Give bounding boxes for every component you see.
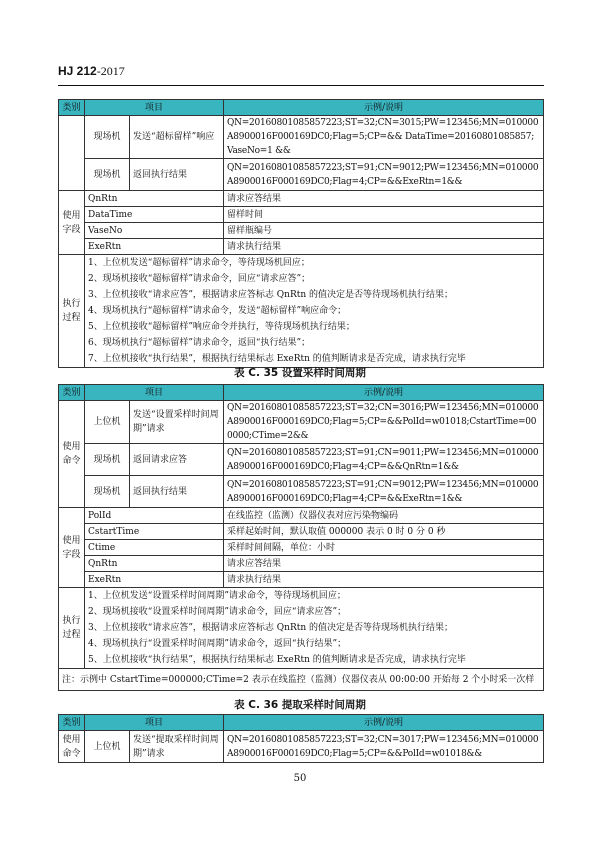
field-desc: 请求执行结果 bbox=[224, 572, 544, 588]
col-header-example: 示例/说明 bbox=[224, 715, 544, 731]
col-header-item: 项目 bbox=[85, 100, 224, 116]
field-desc: 在线监控（监测）仪器仪表对应污染物编码 bbox=[224, 508, 544, 524]
standard-code: HJ 212 bbox=[58, 64, 97, 78]
field-desc: 采样时间间隔，单位：小时 bbox=[224, 540, 544, 556]
sample-cell: QN=20160801085857223;ST=91;CN=9012;PW=123456;MN=010000A8900016F000169DC0;Flag=4;CP=&&ExeRtn=1&& bbox=[224, 476, 544, 508]
table-row bbox=[59, 476, 544, 508]
table-row bbox=[59, 524, 544, 540]
category-cell: 使用字段 bbox=[59, 508, 85, 588]
category-cell: 使用字段 bbox=[59, 191, 85, 255]
category-cell bbox=[59, 116, 85, 191]
col-header-item: 项目 bbox=[85, 715, 224, 731]
step-text: 7、上位机接收“执行结果”，根据执行结果标志 ExeRtn 的值判断请求是否完成，请求执行完毕 bbox=[88, 354, 466, 364]
step-text: 5、上位机接收“执行结果”，根据执行结果标志 ExeRtn 的值判断请求是否完成，请求执行完毕 bbox=[88, 655, 466, 665]
field-name: CstartTime bbox=[85, 524, 224, 540]
field-desc: 采样起始时间，默认取值 000000 表示 0 时 0 分 0 秒 bbox=[224, 524, 544, 540]
table-row bbox=[59, 159, 544, 191]
field-name: QnRtn bbox=[85, 191, 224, 207]
table-row bbox=[59, 444, 544, 476]
sample-cell: QN=20160801085857223;ST=32;CN=3016;PW=123456;MN=010000A8900016F000169DC0;Flag=5;CP=&&PolId=w01018;CstartTime=000000;CTime=2&& bbox=[224, 401, 544, 444]
step-text: 4、现场机执行“超标留样”请求命令，发送“超标留样”响应命令； bbox=[88, 306, 347, 316]
category-cell: 使用命令 bbox=[59, 731, 85, 763]
device-cell: 现场机 bbox=[85, 444, 130, 476]
field-desc: 请求执行结果 bbox=[224, 239, 544, 255]
table-row bbox=[59, 223, 544, 239]
action-cell: 返回执行结果 bbox=[130, 476, 224, 508]
sample-cell: QN=20160801085857223;ST=91;CN=9012;PW=123456;MN=010000A8900016F000169DC0;Flag=4;CP=&&ExeRtn=1&& bbox=[224, 159, 544, 191]
table-row bbox=[59, 239, 544, 255]
field-desc: 留样时间 bbox=[224, 207, 544, 223]
field-name: Ctime bbox=[85, 540, 224, 556]
field-desc: 请求应答结果 bbox=[224, 191, 544, 207]
standard-year: -2017 bbox=[96, 64, 125, 78]
step-text: 2、现场机接收“超标留样”请求命令，回应“请求应答”； bbox=[88, 274, 311, 284]
header-rule bbox=[58, 85, 544, 86]
table-c35 bbox=[58, 384, 544, 691]
field-desc: 请求应答结果 bbox=[224, 556, 544, 572]
table-row bbox=[59, 572, 544, 588]
table-row bbox=[59, 191, 544, 207]
action-cell: 发送“提取采样时间周期”请求 bbox=[130, 731, 224, 763]
field-name: ExeRtn bbox=[85, 572, 224, 588]
table-row bbox=[59, 508, 544, 524]
action-cell: 返回请求应答 bbox=[130, 444, 224, 476]
table-row bbox=[59, 207, 544, 223]
action-cell: 发送“设置采样时间周期”请求 bbox=[130, 401, 224, 444]
device-cell: 现场机 bbox=[85, 116, 130, 159]
field-name: PolId bbox=[85, 508, 224, 524]
step-text: 6、现场机执行“超标留样”请求命令，返回“执行结果”； bbox=[88, 338, 311, 348]
step-text: 5、上位机接收“超标留样”响应命令并执行，等待现场机执行结果； bbox=[88, 322, 355, 332]
table-row bbox=[59, 669, 544, 691]
category-cell: 使用命令 bbox=[59, 401, 85, 508]
col-header-category: 类别 bbox=[59, 715, 85, 731]
step-text: 3、上位机接收“请求应答”，根据请求应答标志 QnRtn 的值决定是否等待现场机执行结果； bbox=[88, 290, 454, 300]
col-header-category: 类别 bbox=[59, 385, 85, 401]
table-caption: 表 C. 36 提取采样时间周期 bbox=[234, 699, 366, 711]
field-name: VaseNo bbox=[85, 223, 224, 239]
col-header-example: 示例/说明 bbox=[224, 100, 544, 116]
sample-cell: QN=20160801085857223;ST=91;CN=9011;PW=123456;MN=010000A8900016F000169DC0;Flag=4;CP=&&QnRtn=1&& bbox=[224, 444, 544, 476]
col-header-item: 项目 bbox=[85, 385, 224, 401]
table-c36 bbox=[58, 714, 544, 763]
table-row bbox=[59, 401, 544, 444]
step-text: 4、现场机执行“设置采样时间周期”请求命令，返回“执行结果”； bbox=[88, 639, 347, 649]
field-name: ExeRtn bbox=[85, 239, 224, 255]
sample-cell: QN=20160801085857223;ST=32;CN=3017;PW=123456;MN=010000A8900016F000169DC0;Flag=5;CP=&&PolId=w01018&& bbox=[224, 731, 544, 763]
process-steps bbox=[85, 255, 544, 368]
col-header-category: 类别 bbox=[59, 100, 85, 116]
table-row bbox=[59, 731, 544, 763]
col-header-example: 示例/说明 bbox=[224, 385, 544, 401]
step-text: 2、现场机接收“设置采样时间周期”请求命令，回应“请求应答”； bbox=[88, 607, 347, 617]
process-steps bbox=[85, 588, 544, 669]
action-cell: 返回执行结果 bbox=[130, 159, 224, 191]
category-cell: 执行过程 bbox=[59, 588, 85, 669]
action-cell: 发送“超标留样”响应 bbox=[130, 116, 224, 159]
field-name: QnRtn bbox=[85, 556, 224, 572]
field-name: DataTime bbox=[85, 207, 224, 223]
table-row bbox=[59, 116, 544, 159]
device-cell: 上位机 bbox=[85, 401, 130, 444]
sample-cell: QN=20160801085857223;ST=32;CN=3015;PW=123456;MN=010000A8900016F000169DC0;Flag=5;CP=&& DataTime=20160801085857;VaseNo=1 && bbox=[224, 116, 544, 159]
step-text: 1、上位机发送“设置采样时间周期”请求命令，等待现场机回应； bbox=[88, 591, 346, 601]
document-header bbox=[58, 64, 125, 79]
table-note: 注：示例中 CstartTime=000000;CTime=2 表示在线监控（监测）仪器仪表从 00:00:00 开始每 2 个小时采一次样 bbox=[59, 669, 544, 691]
device-cell: 现场机 bbox=[85, 159, 130, 191]
table-row bbox=[59, 588, 544, 669]
device-cell: 现场机 bbox=[85, 476, 130, 508]
device-cell: 上位机 bbox=[85, 731, 130, 763]
table-c34-continued bbox=[58, 99, 544, 368]
table-row bbox=[59, 540, 544, 556]
table-row bbox=[59, 556, 544, 572]
category-cell: 执行过程 bbox=[59, 255, 85, 368]
page-number: 50 bbox=[293, 773, 307, 784]
table-caption: 表 C. 35 设置采样时间周期 bbox=[234, 367, 366, 379]
table-row bbox=[59, 255, 544, 368]
step-text: 3、上位机接收“请求应答”，根据请求应答标志 QnRtn 的值决定是否等待现场机执行结果； bbox=[88, 623, 454, 633]
step-text: 1、上位机发送“超标留样”请求命令，等待现场机回应； bbox=[88, 258, 310, 268]
field-desc: 留样瓶编号 bbox=[224, 223, 544, 239]
